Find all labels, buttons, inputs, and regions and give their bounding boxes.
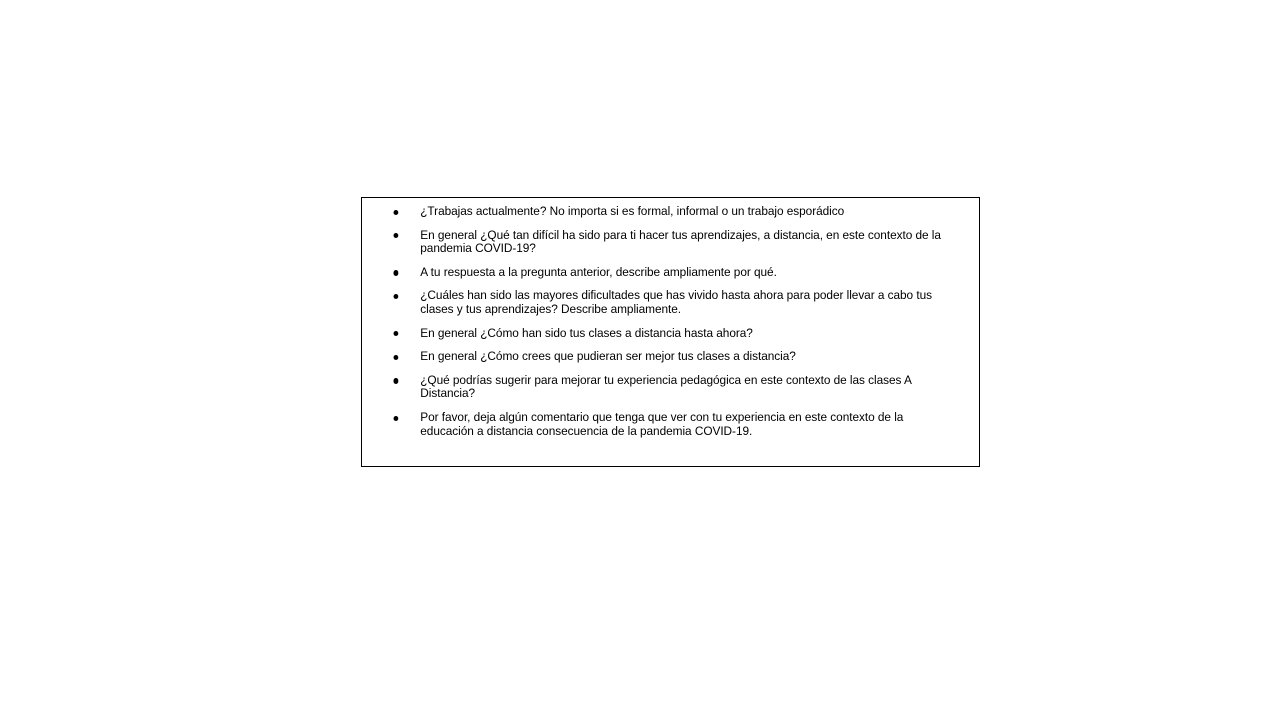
bullet-icon xyxy=(394,270,399,275)
question-text: ¿Qué podrías sugerir para mejorar tu experiencia pedagógica en este contexto de las clases A Distancia? xyxy=(420,372,912,401)
bullet-icon xyxy=(394,416,399,421)
bullet-icon xyxy=(394,355,399,360)
list-item xyxy=(362,350,951,364)
list-item xyxy=(362,229,951,256)
question-text: Por favor, deja algún comentario que tenga que ver con tu experiencia en este contexto de la educación a distancia consecuencia de la pandemia COVID-19. xyxy=(420,409,904,438)
question-text: ¿Cuáles han sido las mayores dificultades que has vivido hasta ahora para poder llevar a cabo tus clases y tus aprendizajes? Describe ampliamente. xyxy=(420,288,932,316)
list-item xyxy=(362,411,951,438)
list-item xyxy=(362,327,951,341)
bullet-icon xyxy=(394,233,399,238)
list-item xyxy=(362,205,951,219)
question-text: A tu respuesta a la pregunta anterior, describe ampliamente por qué. xyxy=(420,264,777,279)
bullet-icon xyxy=(394,331,399,336)
bullet-icon xyxy=(394,210,399,215)
list-item xyxy=(362,374,951,401)
question-text: En general ¿Qué tan difícil ha sido para ti hacer tus aprendizajes, a distancia, en este contexto de la pandemia COVID-19? xyxy=(420,227,941,256)
question-text: En general ¿Cómo han sido tus clases a distancia hasta ahora? xyxy=(420,325,753,340)
list-item xyxy=(362,266,951,280)
question-text: En general ¿Cómo crees que pudieran ser mejor tus clases a distancia? xyxy=(420,349,796,364)
bullet-icon xyxy=(394,294,399,299)
question-box xyxy=(361,197,980,467)
question-list xyxy=(362,198,979,438)
list-item xyxy=(362,289,951,316)
question-text: ¿Trabajas actualmente? No importa si es formal, informal o un trabajo esporádico xyxy=(420,204,845,218)
bullet-icon xyxy=(394,378,399,383)
